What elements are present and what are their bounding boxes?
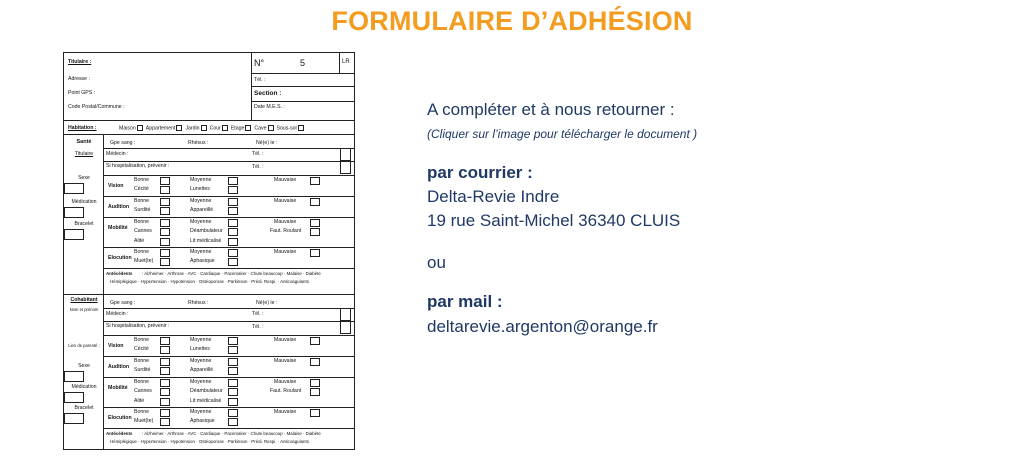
form-label-option: Lunettes bbox=[190, 186, 210, 192]
form-label-bonne: Bonne bbox=[134, 219, 150, 225]
checkbox bbox=[228, 198, 238, 206]
form-label-section: Section : bbox=[254, 90, 282, 97]
form-label-gps: Point GPS : bbox=[68, 90, 96, 96]
checkbox bbox=[160, 186, 170, 194]
form-label-option: Cannes bbox=[134, 228, 152, 234]
form-label-bonne: Bonne bbox=[134, 177, 150, 183]
intro-text: A compléter et à nous retourner : bbox=[427, 100, 675, 119]
form-label-mobilite: Mobilité bbox=[108, 225, 128, 231]
form-label-bonne: Bonne bbox=[134, 249, 150, 255]
form-label-option: Appareillé bbox=[190, 367, 214, 373]
checkbox bbox=[160, 228, 170, 236]
checkbox bbox=[298, 125, 304, 131]
checkbox bbox=[310, 249, 320, 257]
form-label-lien-parente: Lien de parenté : bbox=[68, 343, 100, 348]
form-row-mobilite bbox=[104, 377, 354, 407]
form-label-option: Aphasique bbox=[190, 258, 215, 264]
form-label-tel-1: Tél. : bbox=[252, 311, 264, 317]
form-antecedents-line2: Hémiplégique · Hypertension · Hypotension · Ostéoporose · Parkinson · Prédi. Respi. · Anticoagulants bbox=[110, 279, 309, 284]
form-label-sante: Santé bbox=[76, 139, 92, 145]
form-label-tel-2: Tél. : bbox=[252, 164, 264, 170]
form-label-medecin: Médecin : bbox=[106, 151, 129, 157]
form-label-bonne: Bonne bbox=[134, 379, 150, 385]
bracelet-box bbox=[64, 413, 84, 424]
page-title: FORMULAIRE D’ADHÉSION bbox=[331, 6, 693, 36]
checkbox bbox=[228, 337, 238, 345]
form-label-option: Lunettes bbox=[190, 346, 210, 352]
form-label-mauvaise: Mauvaise bbox=[274, 379, 297, 385]
form-label-option: Aphasique bbox=[190, 418, 215, 424]
checkbox bbox=[228, 207, 238, 215]
form-row-antecedents bbox=[104, 268, 354, 286]
divider bbox=[104, 161, 354, 162]
form-label-moyenne: Moyenne bbox=[190, 219, 212, 225]
checkbox bbox=[228, 409, 238, 417]
form-label-nom-prenom: Nom et prénom bbox=[69, 307, 99, 312]
checkbox bbox=[310, 337, 320, 345]
form-label-fauteuil: Faut. Roulant bbox=[270, 228, 302, 234]
checkbox bbox=[245, 125, 251, 131]
form-antecedents-line1: : Alzheimer · Arthrose · AVC · Cardiaque · Pacemaker · Chute beaucoup · Malaise · Diabète bbox=[142, 431, 321, 436]
checkbox bbox=[160, 258, 170, 266]
form-label-date-mes: Date M.E.S. : bbox=[254, 104, 285, 110]
form-label-vision: Vision bbox=[108, 343, 124, 349]
form-label-mauvaise: Mauvaise bbox=[274, 358, 297, 364]
checkbox bbox=[160, 379, 170, 387]
form-label-elocution: Elocution bbox=[108, 415, 132, 421]
checkbox bbox=[160, 388, 170, 396]
mail-heading: par courrier : bbox=[427, 163, 533, 182]
form-label-moyenne: Moyenne bbox=[190, 358, 212, 364]
form-label-cohabitant: Cohabitant bbox=[70, 297, 98, 303]
form-label-moyenne: Moyenne bbox=[190, 249, 212, 255]
form-label-bonne: Bonne bbox=[134, 409, 150, 415]
phone-box bbox=[340, 321, 351, 334]
checkbox bbox=[228, 367, 238, 375]
address-line-2: 19 rue Saint-Michel 36340 CLUIS bbox=[427, 211, 681, 230]
form-label-option: Cécité bbox=[134, 346, 149, 352]
medication-box bbox=[64, 207, 84, 218]
form-label-cp: Code Postal/Commune : bbox=[68, 104, 125, 110]
form-label-mauvaise: Mauvaise bbox=[274, 198, 297, 204]
form-label-adresse: Adresse : bbox=[68, 76, 90, 82]
form-row-mobilite bbox=[104, 217, 354, 247]
habitation-option: Cave bbox=[254, 125, 267, 132]
form-row-vision bbox=[104, 175, 354, 196]
form-label-mauvaise: Mauvaise bbox=[274, 177, 297, 183]
form-label-moyenne: Moyenne bbox=[190, 177, 212, 183]
form-label-alite: Alité bbox=[134, 238, 145, 244]
checkbox bbox=[228, 358, 238, 366]
form-label-moyenne: Moyenne bbox=[190, 379, 212, 385]
form-antecedents-line1: : Alzheimer · Arthrose · AVC · Cardiaque · Pacemaker · Chute beaucoup · Malaise · Diabète bbox=[142, 271, 321, 276]
form-label-option: Muet(te) bbox=[134, 418, 154, 424]
email-link[interactable]: deltarevie.argenton@orange.fr bbox=[427, 317, 658, 336]
checkbox bbox=[228, 238, 238, 246]
checkbox bbox=[160, 409, 170, 417]
habitation-option: Jardin bbox=[185, 125, 200, 132]
form-label-rhesus: Rhésus : bbox=[188, 300, 209, 306]
form-label-moyenne: Moyenne bbox=[190, 337, 212, 343]
form-label-titulaire-short: Titulaire bbox=[74, 151, 94, 157]
form-label-hospit: Si hospitalisation, prévenir : bbox=[106, 323, 170, 329]
checkbox bbox=[160, 398, 170, 406]
form-label-option: Appareillé bbox=[190, 207, 214, 213]
form-label-mauvaise: Mauvaise bbox=[274, 249, 297, 255]
checkbox bbox=[310, 379, 320, 387]
form-label-habitation: Habitation : bbox=[68, 125, 97, 131]
checkbox bbox=[310, 228, 320, 236]
checkbox bbox=[228, 388, 238, 396]
habitation-option: Maison bbox=[119, 125, 136, 132]
form-row-elocution bbox=[104, 247, 354, 268]
form-label-ne-le: Né(e) le : bbox=[256, 300, 278, 306]
checkbox bbox=[268, 125, 274, 131]
form-label-medication: Médication bbox=[71, 384, 97, 390]
checkbox bbox=[201, 125, 207, 131]
form-label-moyenne: Moyenne bbox=[190, 198, 212, 204]
form-label-option: Cannes bbox=[134, 388, 152, 394]
form-label-tel-2: Tél. : bbox=[252, 324, 264, 330]
checkbox bbox=[228, 219, 238, 227]
checkbox bbox=[310, 388, 320, 396]
form-label-mauvaise: Mauvaise bbox=[274, 409, 297, 415]
divider bbox=[104, 321, 354, 322]
form-label-option: Cécité bbox=[134, 186, 149, 192]
form-main-column bbox=[104, 295, 354, 450]
form-section-cohabitant bbox=[64, 295, 354, 450]
phone-box bbox=[340, 308, 351, 321]
checkbox bbox=[228, 398, 238, 406]
address-line-1: Delta-Revie Indre bbox=[427, 187, 560, 206]
divider bbox=[104, 308, 354, 309]
form-label-numero: N° bbox=[254, 58, 265, 68]
form-habitation-options bbox=[119, 125, 307, 131]
checkbox bbox=[160, 207, 170, 215]
checkbox bbox=[228, 186, 238, 194]
checkbox bbox=[310, 177, 320, 185]
form-label-fauteuil: Faut. Roulant bbox=[270, 388, 302, 394]
form-label-tel-1: Tél. : bbox=[252, 151, 264, 157]
form-label-option: Muet(te) bbox=[134, 258, 154, 264]
checkbox bbox=[160, 337, 170, 345]
checkbox bbox=[228, 258, 238, 266]
form-main-column bbox=[104, 135, 354, 294]
form-side-column bbox=[64, 135, 104, 294]
form-label-bonne: Bonne bbox=[134, 358, 150, 364]
form-section-titulaire bbox=[64, 135, 354, 295]
form-row-antecedents bbox=[104, 428, 354, 446]
form-label-titulaire: Titulaire : bbox=[68, 59, 92, 65]
form-label-bonne: Bonne bbox=[134, 337, 150, 343]
habitation-option: Sous-sol bbox=[276, 125, 297, 132]
checkbox bbox=[160, 177, 170, 185]
form-label-tel: Tél. : bbox=[254, 77, 266, 83]
form-label-gpe-sang: Gpe sang : bbox=[110, 300, 136, 306]
phone-box bbox=[340, 148, 351, 161]
form-numero-value: 5 bbox=[300, 58, 306, 68]
membership-form-image[interactable] bbox=[63, 52, 355, 450]
form-label-alite: Alité bbox=[134, 398, 145, 404]
form-label-antecedents: Antécédents bbox=[106, 271, 133, 276]
phone-box bbox=[340, 161, 351, 174]
checkbox bbox=[310, 219, 320, 227]
form-label-mauvaise: Mauvaise bbox=[274, 219, 297, 225]
form-label-bracelet: Bracelet bbox=[74, 221, 94, 227]
checkbox bbox=[160, 238, 170, 246]
form-side-column bbox=[64, 295, 104, 450]
form-label-sexe: Sexe bbox=[78, 175, 90, 181]
checkbox bbox=[160, 367, 170, 375]
form-habitation-row bbox=[64, 121, 354, 135]
checkbox bbox=[228, 418, 238, 426]
checkbox bbox=[228, 379, 238, 387]
form-label-audition: Audition bbox=[108, 364, 130, 370]
form-label-moyenne: Moyenne bbox=[190, 409, 212, 415]
checkbox bbox=[222, 125, 228, 131]
divider bbox=[104, 148, 354, 149]
email-heading: par mail : bbox=[427, 292, 503, 311]
form-label-bracelet: Bracelet bbox=[74, 405, 94, 411]
checkbox bbox=[310, 358, 320, 366]
sexe-box bbox=[64, 371, 84, 382]
habitation-option: Appartement bbox=[145, 125, 176, 132]
checkbox bbox=[160, 198, 170, 206]
form-label-elocution: Elocution bbox=[108, 255, 132, 261]
checkbox bbox=[310, 198, 320, 206]
checkbox bbox=[176, 125, 182, 131]
form-label-mobilite: Mobilité bbox=[108, 385, 128, 391]
form-label-antecedents: Antécédents bbox=[106, 431, 133, 436]
bracelet-box bbox=[64, 229, 84, 240]
checkbox bbox=[160, 249, 170, 257]
form-row-audition bbox=[104, 196, 354, 217]
sexe-box bbox=[64, 183, 84, 194]
checkbox bbox=[228, 346, 238, 354]
checkbox bbox=[310, 409, 320, 417]
or-text: ou bbox=[427, 253, 446, 272]
checkbox bbox=[137, 125, 143, 131]
form-lr: LR bbox=[342, 59, 350, 65]
form-row-elocution bbox=[104, 407, 354, 428]
form-label-lit: Lit médicalisé bbox=[190, 238, 222, 244]
form-label-medecin: Médecin : bbox=[106, 311, 129, 317]
form-label-medication: Médication bbox=[71, 199, 97, 205]
form-label-rhesus: Rhésus : bbox=[188, 140, 209, 146]
habitation-option: Cour bbox=[209, 125, 221, 132]
form-label-option: Déambulateur bbox=[190, 388, 223, 394]
form-label-bonne: Bonne bbox=[134, 198, 150, 204]
habitation-option: Etage bbox=[230, 125, 245, 132]
checkbox bbox=[228, 228, 238, 236]
download-hint: (Cliquer sur l’image pour télécharger le document ) bbox=[427, 127, 698, 141]
form-label-ne-le: Né(e) le : bbox=[256, 140, 278, 146]
form-label-hospit: Si hospitalisation, prévenir : bbox=[106, 163, 170, 169]
form-label-option: Surdité bbox=[134, 367, 151, 373]
medication-box bbox=[64, 392, 84, 403]
form-label-audition: Audition bbox=[108, 204, 130, 210]
form-label-lit: Lit médicalisé bbox=[190, 398, 222, 404]
checkbox bbox=[160, 346, 170, 354]
form-label-sexe: Sexe bbox=[78, 363, 90, 369]
form-row-vision bbox=[104, 335, 354, 356]
form-header bbox=[64, 53, 354, 121]
checkbox bbox=[228, 177, 238, 185]
checkbox bbox=[160, 358, 170, 366]
form-label-option: Surdité bbox=[134, 207, 151, 213]
checkbox bbox=[160, 219, 170, 227]
form-label-gpe-sang: Gpe sang : bbox=[110, 140, 136, 146]
checkbox bbox=[160, 418, 170, 426]
form-label-mauvaise: Mauvaise bbox=[274, 337, 297, 343]
form-antecedents-line2: Hémiplégique · Hypertension · Hypotension · Ostéoporose · Parkinson · Prédi. Respi. · Anticoagulants bbox=[110, 439, 309, 444]
form-label-vision: Vision bbox=[108, 183, 124, 189]
form-label-option: Déambulateur bbox=[190, 228, 223, 234]
form-row-audition bbox=[104, 356, 354, 377]
checkbox bbox=[228, 249, 238, 257]
